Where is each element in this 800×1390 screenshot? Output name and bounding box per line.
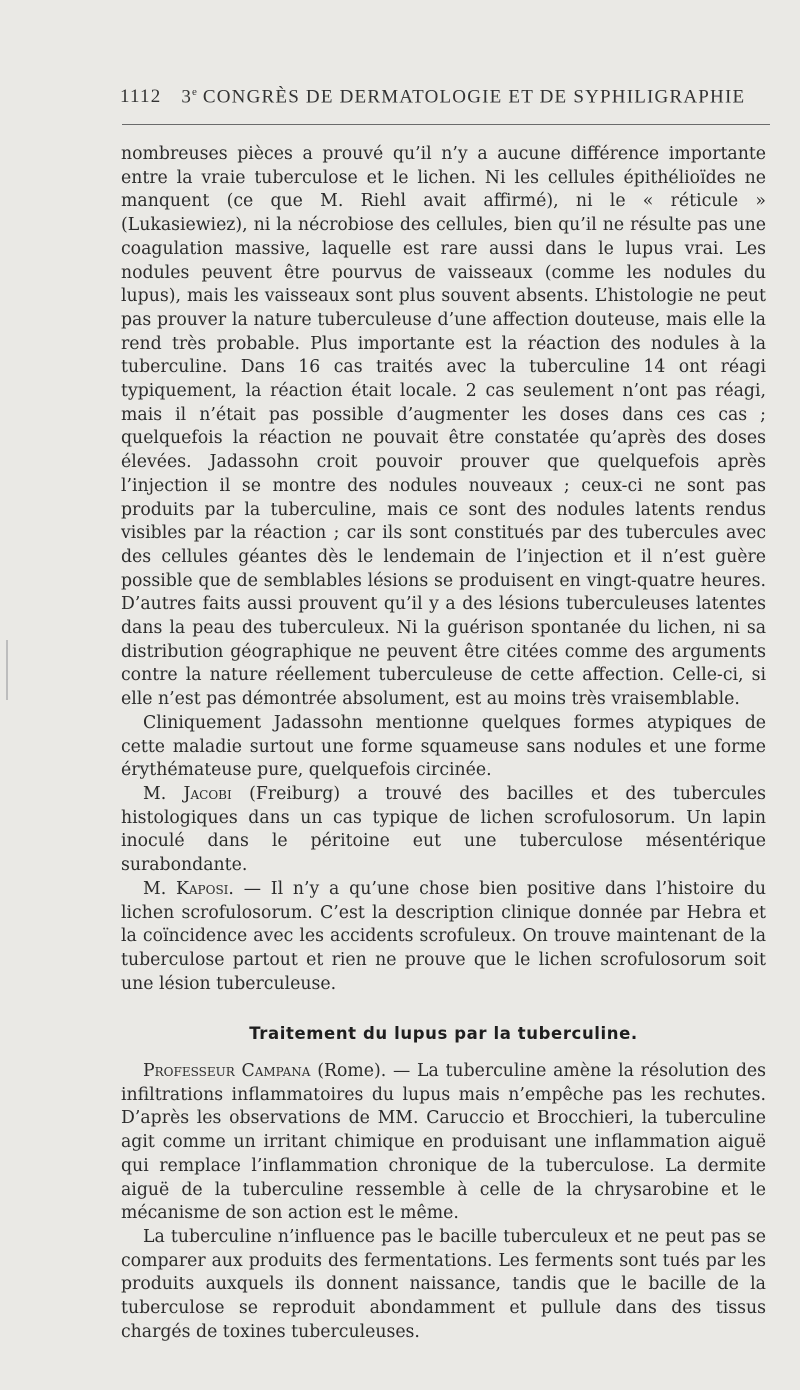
- running-header: [120, 86, 770, 116]
- speaker-name: Professeur Campana: [143, 1061, 311, 1082]
- paragraph-campana: Professeur Campana (Rome). — La tuberculine amène la résolution des infiltrations inflammatoires du lupus mais n’empêche pas les rechutes. D’après les observations de MM. Caruccio et Brocchieri, la tuberculine agit comme un irritant chimique en produisant une inflammation aiguë qui remplace l’inflammation chronique de la tuberculose. La dermite aiguë de la tuberculine ressemble à celle de la chrysarobine et le mécanisme de son action est le même.: [121, 1061, 766, 1224]
- paragraph-jacobi: M. Jacobi (Freiburg) a trouvé des bacilles et des tubercules histologiques dans un cas typique de lichen scrofulosorum. Un lapin inoculé dans le péritoine eut une tuberculose mésentérique surabondante.: [121, 783, 766, 876]
- speaker-name: M. Jacobi: [143, 783, 232, 804]
- paragraph-kaposi: M. Kaposi. — Il n’y a qu’une chose bien positive dans l’histoire du lichen scrofulosorum. C’est la description clinique donnée par Hebra et la coïncidence avec les accidents scrofuleux. On trouve maintenant de la tuberculose partout et rien ne prouve que le lichen scrofulosorum soit une lésion tuberculeuse.: [121, 878, 767, 994]
- scan-edge-mark: [6, 640, 8, 700]
- running-title: 3e CONGRÈS DE DERMATOLOGIE ET DE SYPHILIGRAPHIE: [181, 86, 746, 108]
- body-text: [121, 143, 766, 1344]
- paragraph-tuberculin-ferments: La tuberculine n’influence pas le bacille tuberculeux et ne peut pas se comparer aux produits des fermentations. Les ferments sont tués par les produits auxquels ils donnent naissance, tandis que le bacille de la tuberculose se reproduit abondamment et pullule dans des tissus chargés de toxines tuberculeuses.: [121, 1226, 766, 1342]
- page-number: 1112: [120, 86, 162, 108]
- paragraph-clinical: Cliniquement Jadassohn mentionne quelques formes atypiques de cette maladie surtout une forme squameuse sans nodules et une forme érythémateuse pure, quelquefois circinée.: [121, 712, 766, 781]
- header-rule: [122, 124, 770, 125]
- paragraph-histology: nombreuses pièces a prouvé qu’il n’y a aucune différence importante entre la vraie tuberculose et le lichen. Ni les cellules épithélioïdes ne manquent (ce que M. Riehl avait affirmé), ni le « réticule » (Lukasiewiez), ni la nécrobiose des cellules, bien qu’il ne résulte pas une coagulation massive, laquelle est rare aussi dans le lupus vrai. Les nodules peuvent être pourvus de vaisseaux (comme les nodules du lupus), mais les vaisseaux sont plus souvent absents. L’histologie ne peut pas prouver la nature tuberculeuse d’une affection douteuse, mais elle la rend très probable. Plus importante est la réaction des nodules à la tuberculine. Dans 16 cas traités avec la tuberculine 14 ont réagi typiquement, la réaction était locale. 2 cas seulement n’ont pas réagi, mais il n’était pas possible d’augmenter les doses dans ces cas ; quelquefois la réaction ne pouvait être constatée qu’après des doses élevées. Jadassohn croit pouvoir prouver que quelquefois après l’injection il se montre des nodules nouveaux ; ceux-ci ne sont pas produits par la tuberculine, mais ce sont des nodules latents rendus visibles par la réaction ; car ils sont constitués par des tubercules avec des cellules géantes dès le lendemain de l’injection et il n’est guère possible que de semblables lésions se produisent en vingt-quatre heures. D’autres faits aussi prouvent qu’il y a des lésions tuberculeuses latentes dans la peau des tuberculeux. Ni la guérison spontanée du lichen, ni sa distribution géographique ne peuvent être citées comme des arguments contre la nature réellement tuberculeuse de cette affection. Celle-ci, si elle n’est pas démontrée absolument, est au moins très vraisemblable.: [121, 144, 766, 710]
- section-heading: Traitement du lupus par la tuberculine.: [249, 1024, 638, 1044]
- speaker-name: M. Kaposi.: [143, 878, 234, 899]
